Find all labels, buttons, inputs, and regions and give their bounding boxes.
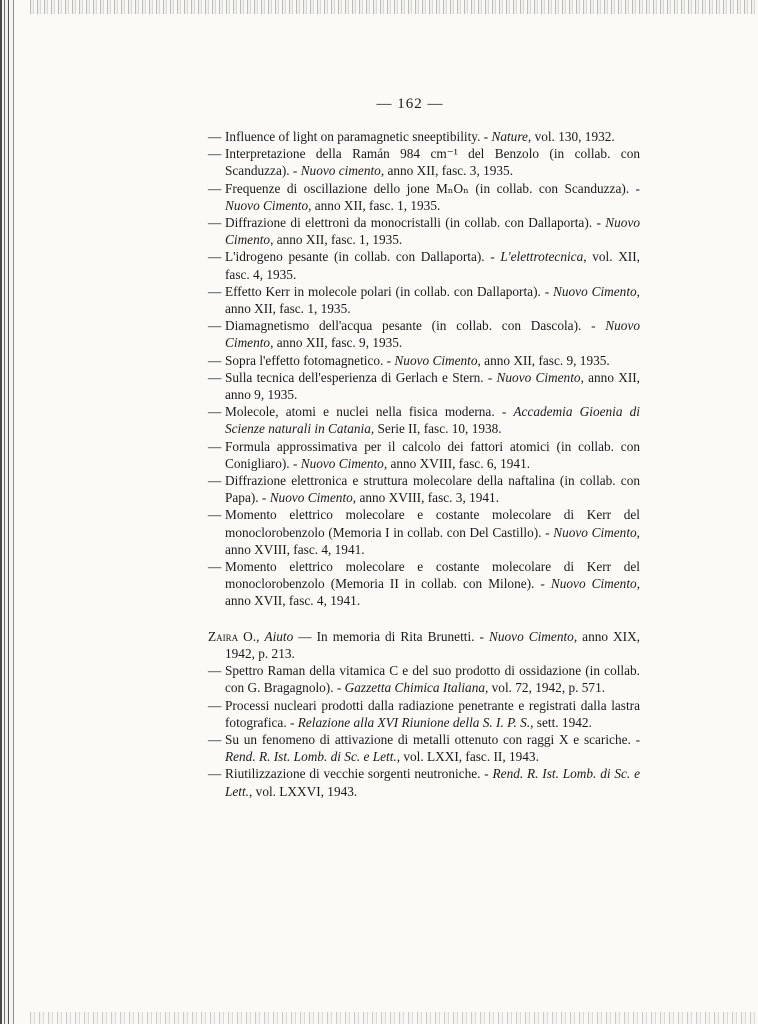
- entry-details: , anno XVIII, fasc. 3, 1941.: [352, 490, 500, 506]
- author-name: Zaira O.: [208, 628, 257, 644]
- entry-text: Influence of light on paramagnetic sneeptibility. -: [225, 129, 492, 144]
- entry-details: , vol. LXXVI, 1943.: [249, 783, 358, 799]
- entry-journal: L'elettrotecnica: [500, 249, 584, 265]
- bibliography-entry: [208, 731, 640, 765]
- bibliography-entry: [208, 145, 640, 179]
- entry-journal: Relazione alla XVI Riunione della S. I. P. S.: [297, 714, 531, 730]
- entry-journal: Nuovo Cimento: [394, 352, 478, 368]
- entry-text: Effetto Kerr in molecole polari (in collab. con Dallaporta). -: [225, 283, 554, 299]
- entry-text: Sopra l'effetto fotomagnetico. -: [225, 352, 395, 368]
- entry-details: , vol. 130, 1932.: [527, 129, 615, 144]
- entry-journal: Rend. R. Ist. Lomb. di Sc. e Lett.: [225, 766, 640, 799]
- entry-dash: —: [208, 766, 222, 782]
- entry-text: Su un fenomeno di attivazione di metalli ottenuto con raggi X e scariche. -: [225, 731, 640, 747]
- entry-text: Diffrazione elettronica e struttura molecolare della naftalina (in collab. con Papa). -: [225, 473, 640, 506]
- entry-details: , Serie II, fasc. 10, 1938.: [370, 421, 502, 437]
- entry-journal: Nuovo Cimento: [225, 318, 640, 351]
- bibliography-entry: [208, 317, 640, 351]
- entry-dash: —: [208, 507, 222, 523]
- entry-details: , anno XVIII, fasc. 4, 1941.: [225, 524, 640, 557]
- scan-bottom-edge: [30, 1012, 758, 1024]
- entry-details: , anno XII, fasc. 9, 1935.: [477, 352, 610, 368]
- bibliography-entry: [208, 438, 640, 472]
- entry-text: Interpretazione della Ramán 984 cm⁻¹ del Benzolo (in collab. con Scanduzza). -: [225, 146, 640, 179]
- entry-dash: —: [208, 180, 222, 196]
- entry-journal: Nuovo Cimento: [269, 490, 353, 506]
- page-number: — 162 —: [376, 96, 444, 112]
- entry-text: Diamagnetismo dell'acqua pesante (in collab. con Dascola). -: [225, 318, 606, 334]
- scan-binding-edge: [0, 0, 30, 1024]
- bibliography-entry: [208, 765, 640, 799]
- author-first-journal: Nuovo Cimento: [489, 628, 574, 644]
- bibliography: [208, 128, 640, 800]
- entry-dash: —: [208, 318, 222, 334]
- entry-dash: —: [208, 249, 222, 265]
- entry-dash: —: [208, 215, 222, 231]
- entry-details: , anno XII, fasc. 9, 1935.: [270, 335, 403, 351]
- entry-dash: —: [208, 438, 222, 454]
- entry-journal: Nuovo Cimento: [496, 369, 581, 385]
- bibliography-entry: [208, 506, 640, 558]
- entry-details: , anno XVIII, fasc. 6, 1941.: [383, 455, 531, 471]
- entry-text: Momento elettrico molecolare e costante molecolare di Kerr del monoclorobenzolo (Memoria II in collab. con Milone). -: [225, 559, 640, 592]
- bibliography-entry: [208, 472, 640, 506]
- entry-text: Molecole, atomi e nuclei nella fisica moderna. -: [225, 404, 514, 420]
- entry-journal: Nature: [491, 129, 528, 144]
- scan-top-edge: [30, 0, 758, 14]
- entry-text: Sulla tecnica dell'esperienza di Gerlach e Stern. -: [225, 369, 497, 385]
- entry-details: , anno XII, anno 9, 1935.: [225, 369, 641, 403]
- entry-details: , vol. LXXI, fasc. II, 1943.: [396, 749, 539, 765]
- entry-dash: —: [208, 731, 222, 747]
- entry-journal: Nuovo Cimento: [225, 215, 640, 248]
- entry-text: Momento elettrico molecolare e costante molecolare di Kerr del monoclorobenzolo (Memoria I in collab. con Del Castillo). -: [225, 507, 640, 540]
- entry-journal: Rend. R. Ist. Lomb. di Sc. e Lett.: [225, 749, 397, 765]
- entry-details: , anno XII, fasc. 3, 1935.: [380, 163, 514, 179]
- entry-text: Processi nucleari prodotti dalla radiazione penetrante e registrati dalla lastra fotografica. -: [225, 697, 640, 730]
- author-role: Aiuto: [264, 628, 294, 644]
- author-first-rest: , anno XIX, 1942, p. 213.: [225, 628, 641, 661]
- entry-details: , anno XII, fasc. 1, 1935.: [308, 197, 441, 213]
- bibliography-entry: [208, 128, 640, 145]
- bibliography-entry: [208, 558, 640, 610]
- bibliography-entry: [208, 697, 640, 731]
- entry-dash: —: [208, 559, 222, 575]
- bibliography-entry: [208, 403, 640, 437]
- entry-dash: —: [208, 146, 222, 162]
- entry-text: Riutilizzazione di vecchie sorgenti neutroniche. -: [225, 766, 493, 782]
- entry-journal: Nuovo Cimento: [553, 283, 637, 299]
- entry-journal: Nuovo cimento: [300, 163, 381, 179]
- bibliography-entry: [208, 214, 640, 248]
- author-entry: Zaira O., Aiuto — In memoria di Rita Brunetti. - Nuovo Cimento, anno XIX, 1942, p. 213.: [208, 628, 641, 661]
- bibliography-section-one: [208, 128, 640, 610]
- bibliography-section-two: [208, 662, 640, 800]
- entry-dash: —: [208, 283, 222, 299]
- bibliography-entry: [208, 248, 640, 282]
- entry-journal: Nuovo Cimento: [300, 455, 384, 471]
- entry-dash: —: [208, 369, 222, 385]
- entry-details: , vol. XII, fasc. 4, 1935.: [225, 249, 640, 282]
- entry-details: , vol. 72, 1942, p. 571.: [485, 680, 606, 696]
- bibliography-entry: [208, 180, 640, 214]
- entry-text: L'idrogeno pesante (in collab. con Dallaporta). -: [225, 249, 501, 265]
- entry-text: Diffrazione di elettroni da monocristalli (in collab. con Dallaporta). -: [225, 215, 606, 231]
- entry-details: , anno XII, fasc. 1, 1935.: [225, 283, 640, 317]
- bibliography-entry: [208, 352, 640, 369]
- entry-dash: —: [208, 404, 222, 420]
- entry-journal: Accademia Gioenia di Scienze naturali in Catania: [225, 404, 640, 437]
- bibliography-entry: [208, 283, 640, 317]
- entry-details: , anno XII, fasc. 1, 1935.: [270, 232, 403, 248]
- entry-dash: —: [208, 129, 222, 144]
- entry-journal: Nuovo Cimento: [225, 197, 309, 213]
- entry-details: , anno XVII, fasc. 4, 1941.: [225, 576, 641, 609]
- entry-journal: Nuovo Cimento: [553, 524, 637, 540]
- entry-dash: —: [208, 473, 222, 489]
- bibliography-entry: [208, 662, 640, 696]
- entry-text: Formula approssimativa per il calcolo dei fattori atomici (in collab. con Conigliaro). -: [225, 438, 640, 471]
- entry-text: Spettro Raman della vitamica C e del suo prodotto di ossidazione (in collab. con G. Bragagnolo). -: [225, 663, 640, 696]
- bibliography-entry: [208, 369, 640, 403]
- entry-journal: Nuovo Cimento: [550, 576, 637, 592]
- entry-text: Frequenze di oscillazione dello jone MₙOₙ (in collab. con Scanduzza). -: [225, 180, 640, 196]
- author-first-text: — In memoria di Rita Brunetti. -: [293, 628, 489, 644]
- entry-dash: —: [208, 663, 222, 679]
- entry-journal: Gazzetta Chimica Italiana: [344, 680, 485, 696]
- entry-details: , sett. 1942.: [530, 714, 592, 730]
- section-gap: [208, 610, 640, 628]
- entry-dash: —: [208, 697, 222, 713]
- entry-dash: —: [208, 352, 222, 368]
